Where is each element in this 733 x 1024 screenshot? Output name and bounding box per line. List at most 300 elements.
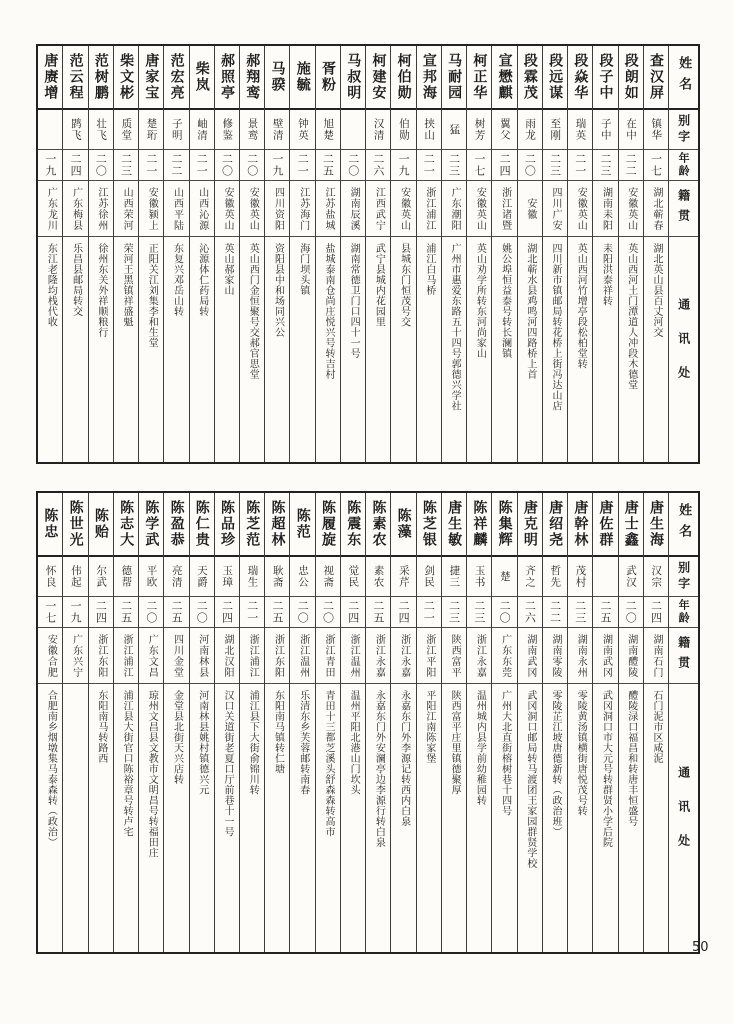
person-column — [390, 493, 415, 952]
origin-cell: 湖北蕲春 — [644, 181, 668, 237]
person-column — [62, 493, 87, 952]
age-cell: 一九 — [38, 150, 62, 181]
alias-cell: 汉清 — [366, 110, 390, 150]
alias-cell: 伟起 — [63, 557, 87, 597]
origin-cell: 江苏盐城 — [316, 181, 340, 237]
age-cell: 二六 — [518, 597, 542, 628]
alias-cell: 子中 — [593, 110, 617, 150]
contact-cell: 武冈洞口市大元号转群贤小学后院 — [600, 690, 612, 848]
alias-cell: 玉书 — [467, 557, 491, 597]
header-label-name: 姓名 — [669, 46, 698, 110]
age-cell: 二三 — [568, 597, 592, 628]
alias-cell: 茂村 — [568, 557, 592, 597]
person-column — [643, 46, 668, 462]
origin-cell: 安徽英山 — [568, 181, 592, 237]
person-column — [542, 493, 567, 952]
age-cell: 二〇 — [518, 150, 542, 181]
person-column — [239, 493, 264, 952]
alias-cell: 尔武 — [89, 557, 113, 597]
person-column — [390, 46, 415, 462]
alias-cell: 修鉴 — [215, 110, 239, 150]
person-column — [618, 493, 643, 952]
register-table-top — [36, 44, 700, 464]
alias-cell: 觉民 — [341, 557, 365, 597]
name-cell: 柴岚 — [190, 46, 214, 110]
contact-cell: 英山西门金恒聚号交郝官思堂 — [247, 243, 259, 380]
name-cell: 范树鹏 — [89, 46, 113, 110]
name-cell: 郝翔鸾 — [240, 46, 264, 110]
person-column — [340, 493, 365, 952]
name-cell: 宣邦海 — [417, 46, 441, 110]
contact-cell: 英山西河竹增亭段松柏堂转 — [575, 243, 587, 369]
origin-cell: 山西沁源 — [190, 181, 214, 237]
person-column — [466, 46, 491, 462]
origin-cell: 江苏海门 — [290, 181, 314, 237]
contact-cell — [63, 684, 87, 952]
contact-cell: 资阳县中和场同兴公 — [272, 243, 284, 338]
age-cell: 二〇 — [341, 150, 365, 181]
alias-cell: 镇华 — [644, 110, 668, 150]
person-column — [517, 493, 542, 952]
age-cell: 一七 — [644, 150, 668, 181]
header-label-contact: 通讯处 — [676, 297, 691, 400]
origin-cell: 安徽英山 — [215, 181, 239, 237]
person-column — [643, 493, 668, 952]
age-cell: 二四 — [63, 150, 87, 181]
contact-cell: 浦江县下大街俞锦川转 — [247, 690, 259, 795]
age-cell: 一七 — [38, 597, 62, 628]
age-cell: 二四 — [391, 597, 415, 628]
age-cell: 二五 — [114, 597, 138, 628]
origin-cell: 湖南永州 — [568, 628, 592, 684]
name-cell: 柯建安 — [366, 46, 390, 110]
contact-cell: 东阳南马转路西 — [95, 690, 107, 764]
name-cell: 陈贻 — [89, 493, 113, 557]
origin-cell: 安徽英山 — [391, 181, 415, 237]
name-cell: 唐生敏 — [442, 493, 466, 557]
person-column — [542, 46, 567, 462]
age-cell: 二四 — [89, 597, 113, 628]
name-cell: 段霖茂 — [518, 46, 542, 110]
person-column — [38, 493, 62, 952]
alias-cell: 钟英 — [290, 110, 314, 150]
contact-cell: 武冈洞口邮局转马渡团王家园群贤学校 — [524, 690, 536, 869]
age-cell: 二〇 — [290, 597, 314, 628]
age-cell: 二三 — [114, 150, 138, 181]
origin-cell: 江苏徐州 — [89, 181, 113, 237]
age-cell: 二五 — [265, 597, 289, 628]
origin-cell: 安徽英山 — [619, 181, 643, 237]
origin-cell: 浙江浦江 — [240, 628, 264, 684]
person-column — [189, 46, 214, 462]
contact-cell: 东复兴邓岳山转 — [171, 243, 183, 317]
name-cell: 陈世光 — [63, 493, 87, 557]
age-cell: 二二 — [619, 150, 643, 181]
header-column — [668, 46, 698, 462]
age-cell: 二〇 — [89, 150, 113, 181]
name-cell: 段朗如 — [619, 46, 643, 110]
person-column — [491, 493, 516, 952]
contact-cell: 正阳关江刘集李和生堂 — [146, 243, 158, 348]
age-cell: 二一 — [417, 597, 441, 628]
name-cell: 陈范 — [290, 493, 314, 557]
header-label-age: 年龄 — [669, 150, 698, 181]
contact-cell: 英山郝家山 — [222, 243, 233, 296]
age-cell: 二〇 — [215, 150, 239, 181]
contact-cell: 县城东门恒茂号交 — [398, 243, 410, 327]
name-cell: 陈素农 — [366, 493, 390, 557]
alias-cell: 景鸾 — [240, 110, 264, 150]
alias-cell: 挟山 — [417, 110, 441, 150]
person-column — [592, 493, 617, 952]
name-cell: 陈志大 — [114, 493, 138, 557]
alias-cell: 武汉 — [619, 557, 643, 597]
name-cell: 马叔明 — [341, 46, 365, 110]
header-label-origin: 籍贯 — [669, 181, 698, 237]
alias-cell: 质堂 — [114, 110, 138, 150]
name-cell: 唐家宝 — [139, 46, 163, 110]
age-cell: 一九 — [63, 597, 87, 628]
contact-cell: 广州大北直街榕树巷十四号 — [499, 690, 511, 816]
origin-cell: 湖南石门 — [644, 628, 668, 684]
contact-cell: 汉口关道街老夏口厅前巷十一号 — [222, 690, 233, 837]
contact-cell: 石门泥市区咸泥 — [650, 690, 662, 764]
origin-cell: 广东龙川 — [38, 181, 62, 237]
person-column — [491, 46, 516, 462]
contact-cell: 青田十三都芝溪头舒森森转高市 — [322, 690, 334, 837]
contact-cell: 湖南常德卫门口四十一号 — [348, 243, 360, 359]
header-label-contact: 通讯处 — [676, 766, 691, 868]
age-cell: 二一 — [139, 150, 163, 181]
age-cell: 一九 — [391, 150, 415, 181]
name-cell: 陈品珍 — [215, 493, 239, 557]
contact-cell: 温州平阳北港山门坎头 — [348, 690, 360, 795]
origin-cell: 浙江永嘉 — [467, 628, 491, 684]
alias-cell: 哲先 — [543, 557, 567, 597]
alias-cell: 视斋 — [316, 557, 340, 597]
alias-cell: 德帮 — [114, 557, 138, 597]
contact-cell: 广州市惠爱东路五十四号郭德兴学社 — [449, 243, 461, 411]
person-column — [441, 46, 466, 462]
person-column — [163, 493, 188, 952]
person-column — [138, 46, 163, 462]
person-column — [88, 493, 113, 952]
person-column — [517, 46, 542, 462]
alias-cell: 猛 — [442, 110, 466, 150]
header-label-origin: 籍贯 — [669, 628, 698, 684]
age-cell: 二四 — [644, 597, 668, 628]
person-column — [365, 493, 390, 952]
person-column — [315, 493, 340, 952]
contact-cell: 四川新市镇邮局转花桥上街冯达山店 — [550, 243, 562, 411]
contact-cell: 醴陵渌口福昌和转唐丰恒盛号 — [625, 690, 637, 827]
name-cell: 施毓 — [290, 46, 314, 110]
alias-cell: 至刚 — [543, 110, 567, 150]
contact-cell: 零陵芷江坡唐德新转（政治班） — [550, 690, 562, 837]
name-cell: 唐士鑫 — [619, 493, 643, 557]
person-column — [289, 493, 314, 952]
name-cell: 马耐园 — [442, 46, 466, 110]
alias-cell: 旭楚 — [316, 110, 340, 150]
contact-cell: 英山西河土门潭道人冲段木德堂 — [625, 243, 637, 390]
header-label-name: 姓名 — [669, 493, 698, 557]
origin-cell: 四川金堂 — [164, 628, 188, 684]
contact-cell: 耒阳洪泰祥转 — [600, 243, 612, 306]
name-cell: 马骙 — [265, 46, 289, 110]
age-cell: 二四 — [341, 597, 365, 628]
alias-cell: 耿斋 — [265, 557, 289, 597]
name-cell: 柯正华 — [467, 46, 491, 110]
alias-cell: 瑞生 — [240, 557, 264, 597]
name-cell: 陈集辉 — [492, 493, 516, 557]
person-column — [163, 46, 188, 462]
origin-cell: 山西荣河 — [114, 181, 138, 237]
contact-cell: 温州城内县学前幼稚园转 — [474, 690, 486, 806]
alias-cell: 齐之 — [518, 557, 542, 597]
origin-cell: 安徽合肥 — [38, 628, 62, 684]
contact-cell: 东阳南马镇转仁塘 — [272, 690, 284, 774]
name-cell: 柴文彬 — [114, 46, 138, 110]
contact-cell: 陕西富平庄里镇德聚厚 — [449, 690, 461, 795]
age-cell: 二〇 — [139, 597, 163, 628]
alias-cell: 子明 — [164, 110, 188, 150]
person-column — [416, 493, 441, 952]
age-cell: 二一 — [190, 150, 214, 181]
person-column — [567, 493, 592, 952]
age-cell: 二五 — [593, 597, 617, 628]
origin-cell: 广东文昌 — [139, 628, 163, 684]
origin-cell: 安徽英山 — [467, 181, 491, 237]
name-cell: 唐幹林 — [568, 493, 592, 557]
origin-cell: 浙江平阳 — [417, 628, 441, 684]
origin-cell: 浙江温州 — [290, 628, 314, 684]
origin-cell: 浙江永嘉 — [366, 628, 390, 684]
person-column — [340, 46, 365, 462]
alias-cell: 鹍飞 — [63, 110, 87, 150]
contact-cell: 永嘉东门外安澜亭边李源行转白泉 — [373, 690, 385, 848]
person-column — [239, 46, 264, 462]
origin-cell: 安徽 — [518, 181, 542, 237]
name-cell: 陈芝范 — [240, 493, 264, 557]
person-column — [113, 493, 138, 952]
name-cell: 唐克明 — [518, 493, 542, 557]
contact-cell: 永嘉东门外李源记转西内白泉 — [398, 690, 410, 827]
header-label-alias: 别字 — [669, 557, 698, 597]
person-column — [189, 493, 214, 952]
alias-cell: 采芹 — [391, 557, 415, 597]
name-cell: 陈盈恭 — [164, 493, 188, 557]
contact-cell: 海门坝头镇 — [297, 243, 309, 296]
name-cell: 唐佐群 — [593, 493, 617, 557]
age-cell: 二三 — [593, 150, 617, 181]
age-cell: 二二 — [543, 597, 567, 628]
person-column — [466, 493, 491, 952]
age-cell: 二五 — [366, 597, 390, 628]
contact-cell: 合肥南乡烟墩集马泰森转（政治） — [45, 690, 57, 848]
contact-cell: 姚公埠恒益泰号转长澜镇 — [499, 243, 511, 359]
origin-cell: 湖南辰溪 — [341, 181, 365, 237]
alias-cell: 翼父 — [492, 110, 516, 150]
origin-cell: 四川资阳 — [265, 181, 289, 237]
alias-cell: 伯勋 — [391, 110, 415, 150]
header-label-age: 年龄 — [669, 597, 698, 628]
contact-cell: 河南林县姚村镇德兴元 — [196, 690, 208, 795]
origin-cell: 浙江永嘉 — [391, 628, 415, 684]
person-column — [214, 46, 239, 462]
age-cell: 二〇 — [190, 597, 214, 628]
name-cell: 陈藻 — [391, 493, 415, 557]
name-cell: 陈超林 — [265, 493, 289, 557]
name-cell: 柯伯勋 — [391, 46, 415, 110]
person-column — [113, 46, 138, 462]
contact-cell: 浦江县大街官口陈裕章号转卢宅 — [121, 690, 133, 837]
alias-cell — [38, 110, 62, 150]
name-cell: 陈学武 — [139, 493, 163, 557]
origin-cell: 湖南醴陵 — [619, 628, 643, 684]
origin-cell: 浙江青田 — [316, 628, 340, 684]
alias-cell: 亮清 — [164, 557, 188, 597]
person-column — [138, 493, 163, 952]
name-cell: 陈震东 — [341, 493, 365, 557]
origin-cell: 湖北汉阳 — [215, 628, 239, 684]
name-cell: 陈祥麟 — [467, 493, 491, 557]
person-column — [315, 46, 340, 462]
origin-cell: 浙江东阳 — [265, 628, 289, 684]
age-cell: 二二 — [164, 150, 188, 181]
origin-cell: 山西平陆 — [164, 181, 188, 237]
contact-cell: 平阳江南陈家堡 — [423, 690, 435, 764]
age-cell: 一九 — [265, 150, 289, 181]
origin-cell: 浙江浦江 — [114, 628, 138, 684]
name-cell: 查汉屏 — [644, 46, 668, 110]
name-cell: 唐赓增 — [38, 46, 62, 110]
name-cell: 陈仁贵 — [190, 493, 214, 557]
contact-cell: 东江老隆均栈代收 — [45, 243, 57, 327]
age-cell: 二一 — [240, 597, 264, 628]
contact-cell: 徐州东关外祥顺粮行 — [95, 243, 107, 338]
person-column — [289, 46, 314, 462]
contact-cell: 乐清东乡芙蓉邮转南春 — [297, 690, 309, 795]
alias-cell: 忠公 — [290, 557, 314, 597]
origin-cell: 安徽英山 — [240, 181, 264, 237]
contact-cell: 琼州文昌县文教市文明昌号转福田庄 — [146, 690, 158, 858]
contact-cell: 零陵黄汤镇横街唐悦茂号转 — [575, 690, 587, 816]
alias-cell — [593, 557, 617, 597]
name-cell: 陈履旋 — [316, 493, 340, 557]
alias-cell: 天爵 — [190, 557, 214, 597]
contact-cell: 浦江白马桥 — [423, 243, 435, 296]
name-cell: 胥粉 — [316, 46, 340, 110]
origin-cell: 广东潮阳 — [442, 181, 466, 237]
age-cell: 二〇 — [240, 150, 264, 181]
origin-cell: 四川广安 — [543, 181, 567, 237]
name-cell: 宣懋麒 — [492, 46, 516, 110]
alias-cell: 汉宗 — [644, 557, 668, 597]
origin-cell: 浙江东阳 — [89, 628, 113, 684]
name-cell: 唐生海 — [644, 493, 668, 557]
alias-cell: 剑民 — [417, 557, 441, 597]
contact-cell: 盐城泰南仓尚庄悦兴号转吉村 — [322, 243, 334, 380]
age-cell: 二〇 — [492, 597, 516, 628]
alias-cell: 雨龙 — [518, 110, 542, 150]
age-cell: 二三 — [467, 597, 491, 628]
person-column — [365, 46, 390, 462]
person-column — [88, 46, 113, 462]
alias-cell: 壁清 — [265, 110, 289, 150]
origin-cell: 广东兴宁 — [63, 628, 87, 684]
person-column — [38, 46, 62, 462]
age-cell: 二〇 — [619, 597, 643, 628]
age-cell: 二四 — [492, 150, 516, 181]
origin-cell: 浙江温州 — [341, 628, 365, 684]
page-number: 50 — [692, 940, 709, 955]
person-column — [567, 46, 592, 462]
alias-cell: 在中 — [619, 110, 643, 150]
origin-cell: 江西武宁 — [366, 181, 390, 237]
header-column — [668, 493, 698, 952]
alias-cell: 瑞英 — [568, 110, 592, 150]
age-cell: 二五 — [164, 597, 188, 628]
age-cell: 二三 — [543, 150, 567, 181]
name-cell: 唐绍尧 — [543, 493, 567, 557]
alias-cell — [341, 110, 365, 150]
origin-cell: 湖南耒阳 — [593, 181, 617, 237]
origin-cell: 湖南零陵 — [543, 628, 567, 684]
alias-cell: 玉璋 — [215, 557, 239, 597]
name-cell: 范宏亮 — [164, 46, 188, 110]
name-cell: 段子中 — [593, 46, 617, 110]
alias-cell: 楚 — [492, 557, 516, 597]
header-label-alias: 别字 — [669, 110, 698, 150]
origin-cell: 湖南武冈 — [518, 628, 542, 684]
alias-cell: 素农 — [366, 557, 390, 597]
alias-cell: 平欧 — [139, 557, 163, 597]
alias-cell: 怀良 — [38, 557, 62, 597]
name-cell: 陈忠 — [38, 493, 62, 557]
person-column — [592, 46, 617, 462]
contact-cell: 湖北蕲水县鸡鸣河四路桥上首 — [524, 243, 536, 380]
person-column — [618, 46, 643, 462]
alias-cell: 树芳 — [467, 110, 491, 150]
contact-cell: 英山劝学所转东河尚家山 — [474, 243, 486, 359]
origin-cell: 湖南武冈 — [593, 628, 617, 684]
origin-cell: 安徽颍上 — [139, 181, 163, 237]
name-cell: 郝照亭 — [215, 46, 239, 110]
contact-cell: 乐昌县邮局转交 — [70, 243, 82, 317]
origin-cell: 广东梅县 — [63, 181, 87, 237]
register-table-bottom — [36, 491, 700, 954]
age-cell: 二三 — [442, 150, 466, 181]
contact-cell: 沁源体仁药局转 — [196, 243, 208, 317]
age-cell: 二一 — [290, 150, 314, 181]
origin-cell: 浙江浦江 — [417, 181, 441, 237]
age-cell: 二〇 — [316, 597, 340, 628]
alias-cell: 楚珩 — [139, 110, 163, 150]
contact-cell: 荣河王黑镇祥盛魁 — [121, 243, 133, 327]
contact-cell: 金堂县北街天兴店转 — [171, 690, 183, 785]
age-cell: 二一 — [417, 150, 441, 181]
name-cell: 范云程 — [63, 46, 87, 110]
age-cell: 二三 — [442, 597, 466, 628]
person-column — [441, 493, 466, 952]
name-cell: 段焱华 — [568, 46, 592, 110]
age-cell: 一七 — [467, 150, 491, 181]
person-column — [416, 46, 441, 462]
age-cell: 二一 — [568, 150, 592, 181]
person-column — [214, 493, 239, 952]
origin-cell: 陕西富平 — [442, 628, 466, 684]
name-cell: 陈芝银 — [417, 493, 441, 557]
